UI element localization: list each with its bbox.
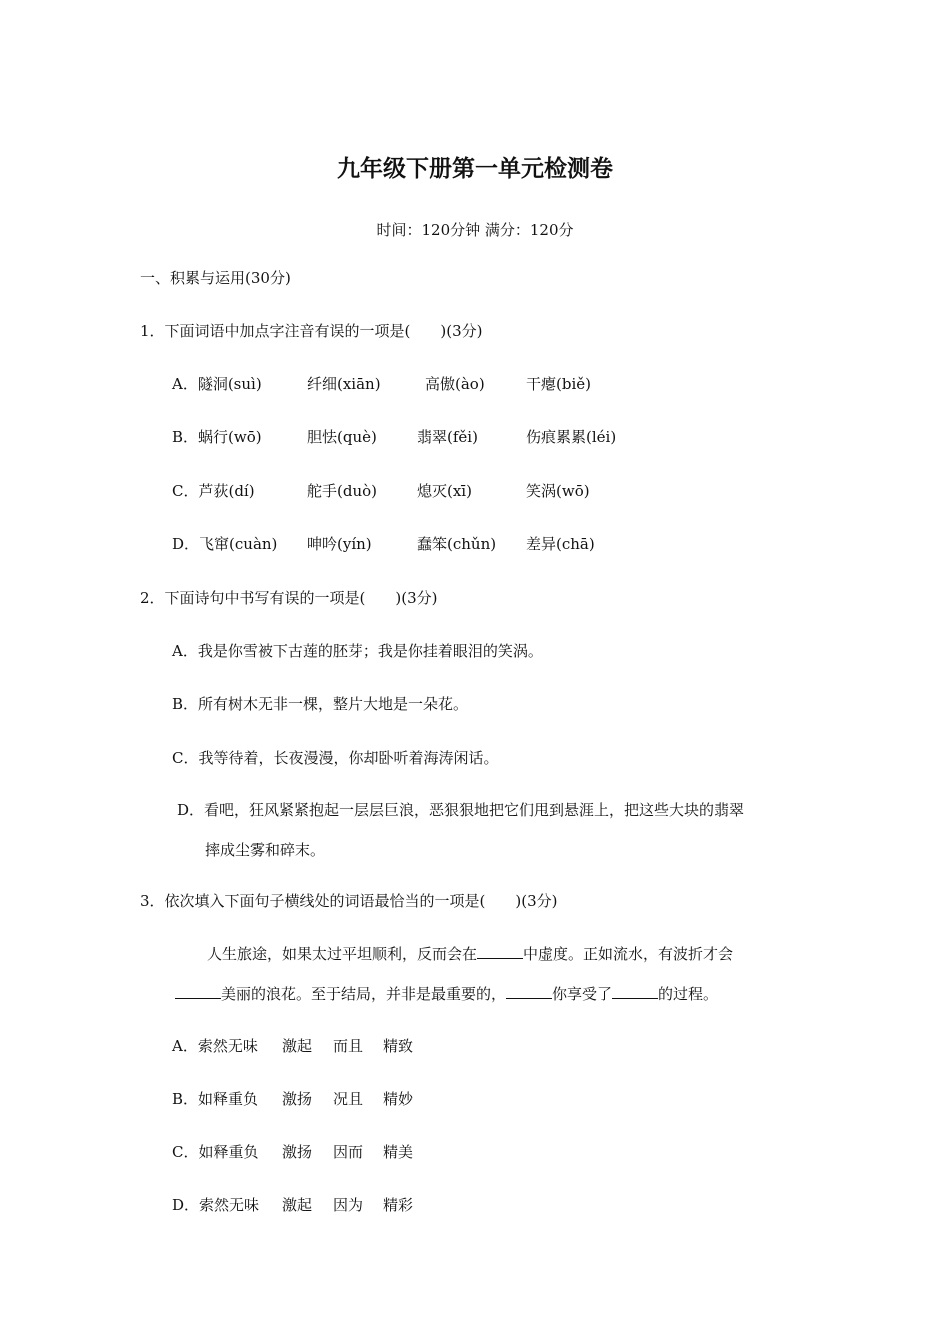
question-1-option-d bbox=[172, 534, 772, 554]
question-2-option-a: A．我是你雪被下古莲的胚芽；我是你挂着眼泪的笑涡。 bbox=[172, 642, 543, 660]
question-2-stem: 2．下面诗句中书写有误的一项是( )(3分) bbox=[140, 589, 438, 607]
passage-text: 的过程。 bbox=[658, 985, 719, 1003]
option-cell: 精美 bbox=[383, 1143, 414, 1161]
question-1-option-b bbox=[172, 427, 772, 447]
option-cell: 激起 bbox=[282, 1037, 313, 1055]
option-cell: C．芦荻(dí) bbox=[172, 482, 255, 500]
passage-text: 中虚度。正如流水，有波折才会 bbox=[523, 945, 734, 963]
option-cell: 纤细(xiān) bbox=[307, 375, 381, 393]
option-cell: 激扬 bbox=[282, 1090, 313, 1108]
option-cell: 激扬 bbox=[282, 1143, 313, 1161]
question-3-passage-line-2 bbox=[175, 984, 718, 1004]
option-cell: 熄灭(xī) bbox=[417, 482, 472, 500]
option-cell: 精妙 bbox=[383, 1090, 414, 1108]
option-cell: B．如释重负 bbox=[172, 1090, 259, 1108]
question-3-option-b bbox=[172, 1089, 572, 1109]
option-cell: 高傲(ào) bbox=[425, 375, 485, 393]
option-cell: A．隧洞(suì) bbox=[172, 375, 262, 393]
question-3-option-d bbox=[172, 1195, 572, 1215]
fill-blank bbox=[612, 984, 658, 999]
passage-text: 你享受了 bbox=[552, 985, 613, 1003]
question-2-option-d: D．看吧，狂风紧紧抱起一层层巨浪，恶狠狠地把它们甩到悬涯上，把这些大块的翡翠 bbox=[177, 801, 745, 819]
page-title: 九年级下册第一单元检测卷 bbox=[337, 155, 613, 182]
option-cell: 激起 bbox=[282, 1196, 313, 1214]
option-cell: 精彩 bbox=[383, 1196, 414, 1214]
option-cell: 呻吟(yín) bbox=[307, 535, 372, 553]
question-1-option-a bbox=[172, 374, 772, 394]
question-1-option-c bbox=[172, 481, 772, 501]
passage-text: 人生旅途，如果太过平坦顺利，反而会在 bbox=[207, 945, 478, 963]
option-cell: D．飞窜(cuàn) bbox=[172, 535, 278, 553]
question-3-stem: 3．依次填入下面句子横线处的词语最恰当的一项是( )(3分) bbox=[140, 892, 558, 910]
option-cell: 胆怯(què) bbox=[307, 428, 377, 446]
option-cell: B．蜗行(wō) bbox=[172, 428, 262, 446]
fill-blank bbox=[477, 944, 523, 959]
question-2-option-b: B．所有树木无非一棵，整片大地是一朵花。 bbox=[172, 695, 469, 713]
option-cell: 因为 bbox=[333, 1196, 364, 1214]
question-2-option-d-continued: 摔成尘雾和碎末。 bbox=[205, 841, 326, 859]
option-cell: 笑涡(wō) bbox=[526, 482, 590, 500]
option-cell: 干瘪(biě) bbox=[526, 375, 591, 393]
option-cell: 精致 bbox=[383, 1037, 414, 1055]
exam-info: 时间：120分钟 满分：120分 bbox=[376, 221, 574, 239]
option-cell: 差异(chā) bbox=[526, 535, 595, 553]
option-cell: 因而 bbox=[333, 1143, 364, 1161]
option-cell: 况且 bbox=[333, 1090, 364, 1108]
passage-text: 美丽的浪花。至于结局，并非是最重要的， bbox=[221, 985, 507, 1003]
section-heading: 一、积累与运用(30分) bbox=[140, 269, 291, 287]
fill-blank bbox=[506, 984, 552, 999]
option-cell: 而且 bbox=[333, 1037, 364, 1055]
option-cell: D．索然无味 bbox=[172, 1196, 260, 1214]
question-3-option-c bbox=[172, 1142, 572, 1162]
option-cell: 翡翠(fěi) bbox=[417, 428, 478, 446]
option-cell: C．如释重负 bbox=[172, 1143, 259, 1161]
option-cell: 舵手(duò) bbox=[307, 482, 377, 500]
option-cell: A．索然无味 bbox=[172, 1037, 258, 1055]
question-2-option-c: C．我等待着，长夜漫漫，你却卧听着海涛闲话。 bbox=[172, 749, 499, 767]
option-cell: 蠢笨(chǔn) bbox=[417, 535, 497, 553]
question-3-option-a bbox=[172, 1036, 572, 1056]
fill-blank bbox=[175, 984, 221, 999]
question-1-stem: 1．下面词语中加点字注音有误的一项是( )(3分) bbox=[140, 322, 483, 340]
option-cell: 伤痕累累(léi) bbox=[526, 428, 617, 446]
question-3-passage-line-1 bbox=[207, 944, 733, 964]
